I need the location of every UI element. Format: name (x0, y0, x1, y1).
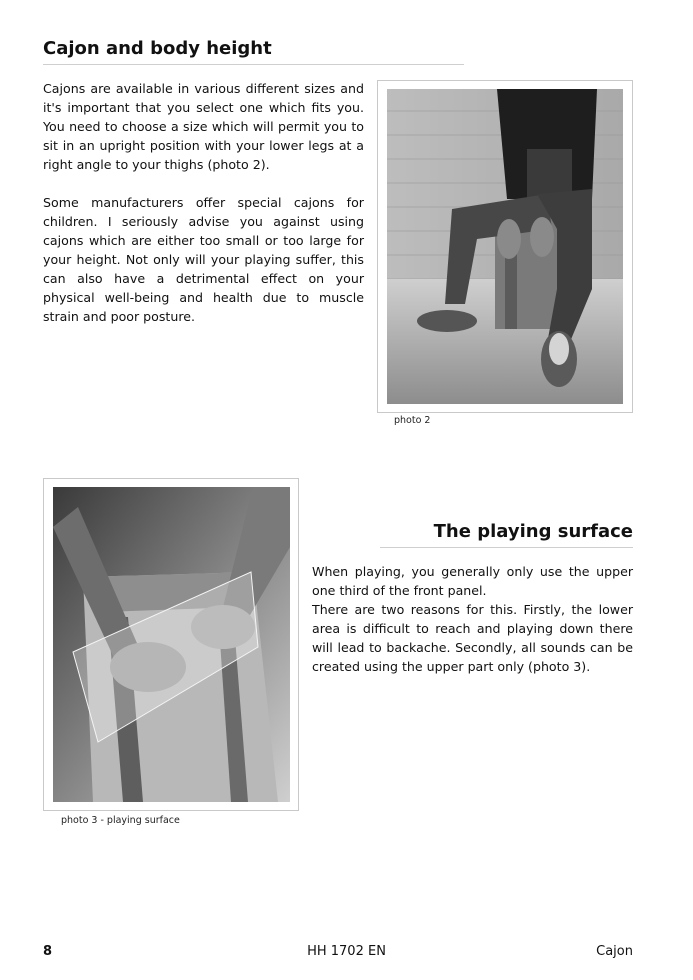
footer-book-title: Cajon (596, 944, 633, 959)
photo-2-caption: photo 2 (394, 415, 431, 426)
section-title-cajon-body-height: Cajon and body height (43, 38, 272, 59)
body-paragraph-children: Some manufacturers offer special cajons for children. I seriously advise you against using cajons which are either too small or too large for your height. Not only will your playing suffer, this can also have a detrimental effect on your physical well-being and health due to muscle strain and poor posture. (43, 195, 364, 324)
photo-3-playing-surface-image (53, 487, 290, 802)
footer-code: HH 1702 EN (307, 944, 386, 959)
body-paragraph-upper-third: When playing, you generally only use the upper one third of the front panel. (312, 564, 633, 598)
body-paragraph-sizes: Cajons are available in various different sizes and it's important that you select one which fits you. You need to choose a size which will permit you to sit in an upright position with your lower legs at a right angle to your thighs (photo 2). (43, 81, 364, 172)
photo-2-frame (377, 80, 633, 413)
title-underline (380, 547, 633, 548)
section-title-playing-surface: The playing surface (433, 521, 633, 542)
photo-3-frame (43, 478, 299, 811)
page-number: 8 (43, 944, 53, 959)
body-paragraph-two-reasons: There are two reasons for this. Firstly, the lower area is difficult to reach and playing down there will lead to backache. Secondly, all sounds can be created using the upper part only (photo 3). (312, 602, 633, 674)
title-underline (43, 64, 464, 65)
photo-3-caption: photo 3 - playing surface (61, 815, 180, 826)
photo-2-seated-player-image (387, 89, 623, 404)
